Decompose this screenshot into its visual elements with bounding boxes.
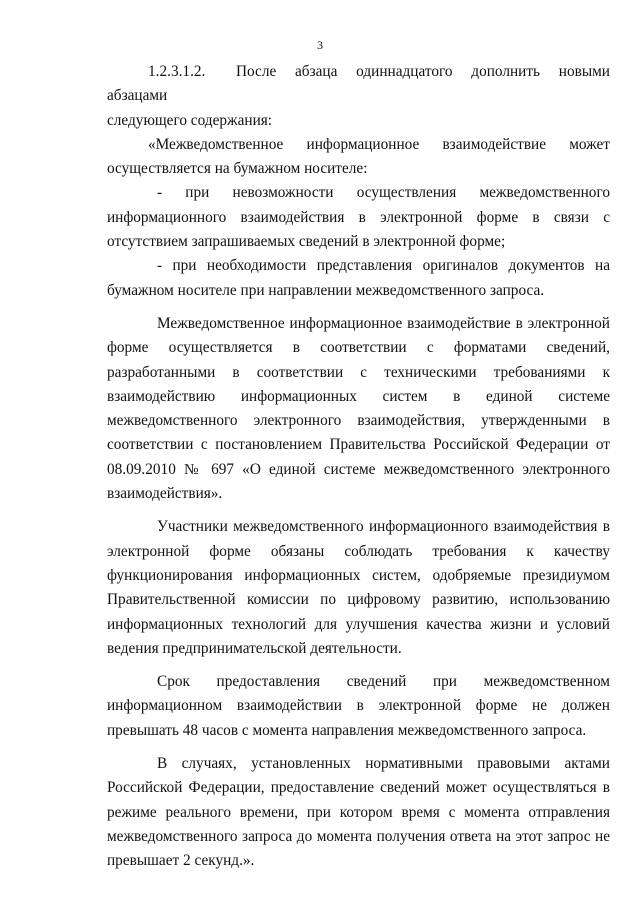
paragraph-line: бумажном носителе при направлении межведомственного запроса. [107, 281, 545, 299]
paragraph-line: взаимодействия». [107, 485, 223, 503]
paragraph-line [107, 60, 610, 109]
paragraph-4 [107, 254, 610, 303]
line-text: Срок предоставления сведений при межведомственном [157, 673, 610, 691]
paragraph-7 [107, 670, 610, 743]
paragraph-line [107, 752, 610, 776]
paragraph-line: разработанными в соответствии с техническими требованиями к [107, 363, 610, 381]
paragraph-2 [107, 133, 610, 182]
paragraph-line [107, 515, 610, 539]
line-text: В случаях, установленных нормативными правовыми актами [157, 755, 610, 773]
paragraph-line: форме осуществляется в соответствии с форматами сведений, [107, 339, 610, 357]
paragraph-line: Российской Федерации, предоставление сведений может осуществляться в [107, 779, 610, 797]
paragraph-line: режиме реального времени, при котором время с момента отправления [107, 803, 610, 821]
paragraph-line [107, 670, 610, 694]
paragraph-line: информационных технологий для улучшения качества жизни и условий [107, 615, 610, 633]
page-number: 3 [317, 38, 323, 52]
paragraph-line: 08.09.2010 № 697 «О единой системе межведомственного электронного [107, 460, 610, 478]
paragraph-line: превышать 48 часов с момента направления межведомственного запроса. [107, 721, 587, 739]
line-text: Участники межведомственного информационного взаимодействия в [157, 518, 610, 536]
document-body [107, 60, 610, 874]
paragraph-line: осуществляется на бумажном носителе: [107, 160, 368, 178]
paragraph-1 [107, 60, 610, 133]
line-text: - при невозможности осуществления межведомственного [157, 184, 610, 202]
paragraph-line [107, 254, 610, 278]
paragraph-line: отсутствием запрашиваемых сведений в электронной форме; [107, 233, 506, 251]
line-text: «Межведомственное информационное взаимодействие может [148, 135, 610, 153]
line-text: 1.2.3.1.2. После абзаца одиннадцатого дополнить новыми абзацами [107, 63, 610, 105]
paragraph-line: Правительственной комиссии по цифровому развитию, использованию [107, 591, 610, 609]
paragraph-line: соответствии с постановлением Правительства Российской Федерации от [107, 436, 610, 454]
paragraph-line: электронной форме обязаны соблюдать требования к качеству [107, 542, 610, 560]
paragraph-line: межведомственного электронного взаимодействия, утвержденными в [107, 412, 610, 430]
line-text: Межведомственное информационное взаимодействие в электронной [157, 314, 610, 332]
paragraph-line: следующего содержания: [107, 111, 273, 129]
paragraph-3 [107, 181, 610, 254]
paragraph-line: взаимодействию информационных систем в единой системе [107, 387, 610, 405]
paragraph-line: межведомственного запроса до момента получения ответа на этот запрос не [107, 827, 610, 845]
paragraph-line: функционирования информационных систем, одобряемые президиумом [107, 566, 610, 584]
paragraph-8 [107, 752, 610, 873]
paragraph-line: превышает 2 секунд.». [107, 852, 255, 870]
paragraph-line [107, 312, 610, 336]
paragraph-5 [107, 312, 610, 506]
paragraph-6 [107, 515, 610, 661]
paragraph-line: ведения предпринимательской деятельности. [107, 639, 402, 657]
paragraph-line [107, 181, 610, 205]
line-text: - при необходимости представления оригиналов документов на [157, 257, 610, 275]
paragraph-line: информационном взаимодействии в электронной форме не должен [107, 697, 610, 715]
paragraph-line: информационного взаимодействия в электронной форме в связи с [107, 208, 610, 226]
paragraph-line [107, 133, 610, 157]
